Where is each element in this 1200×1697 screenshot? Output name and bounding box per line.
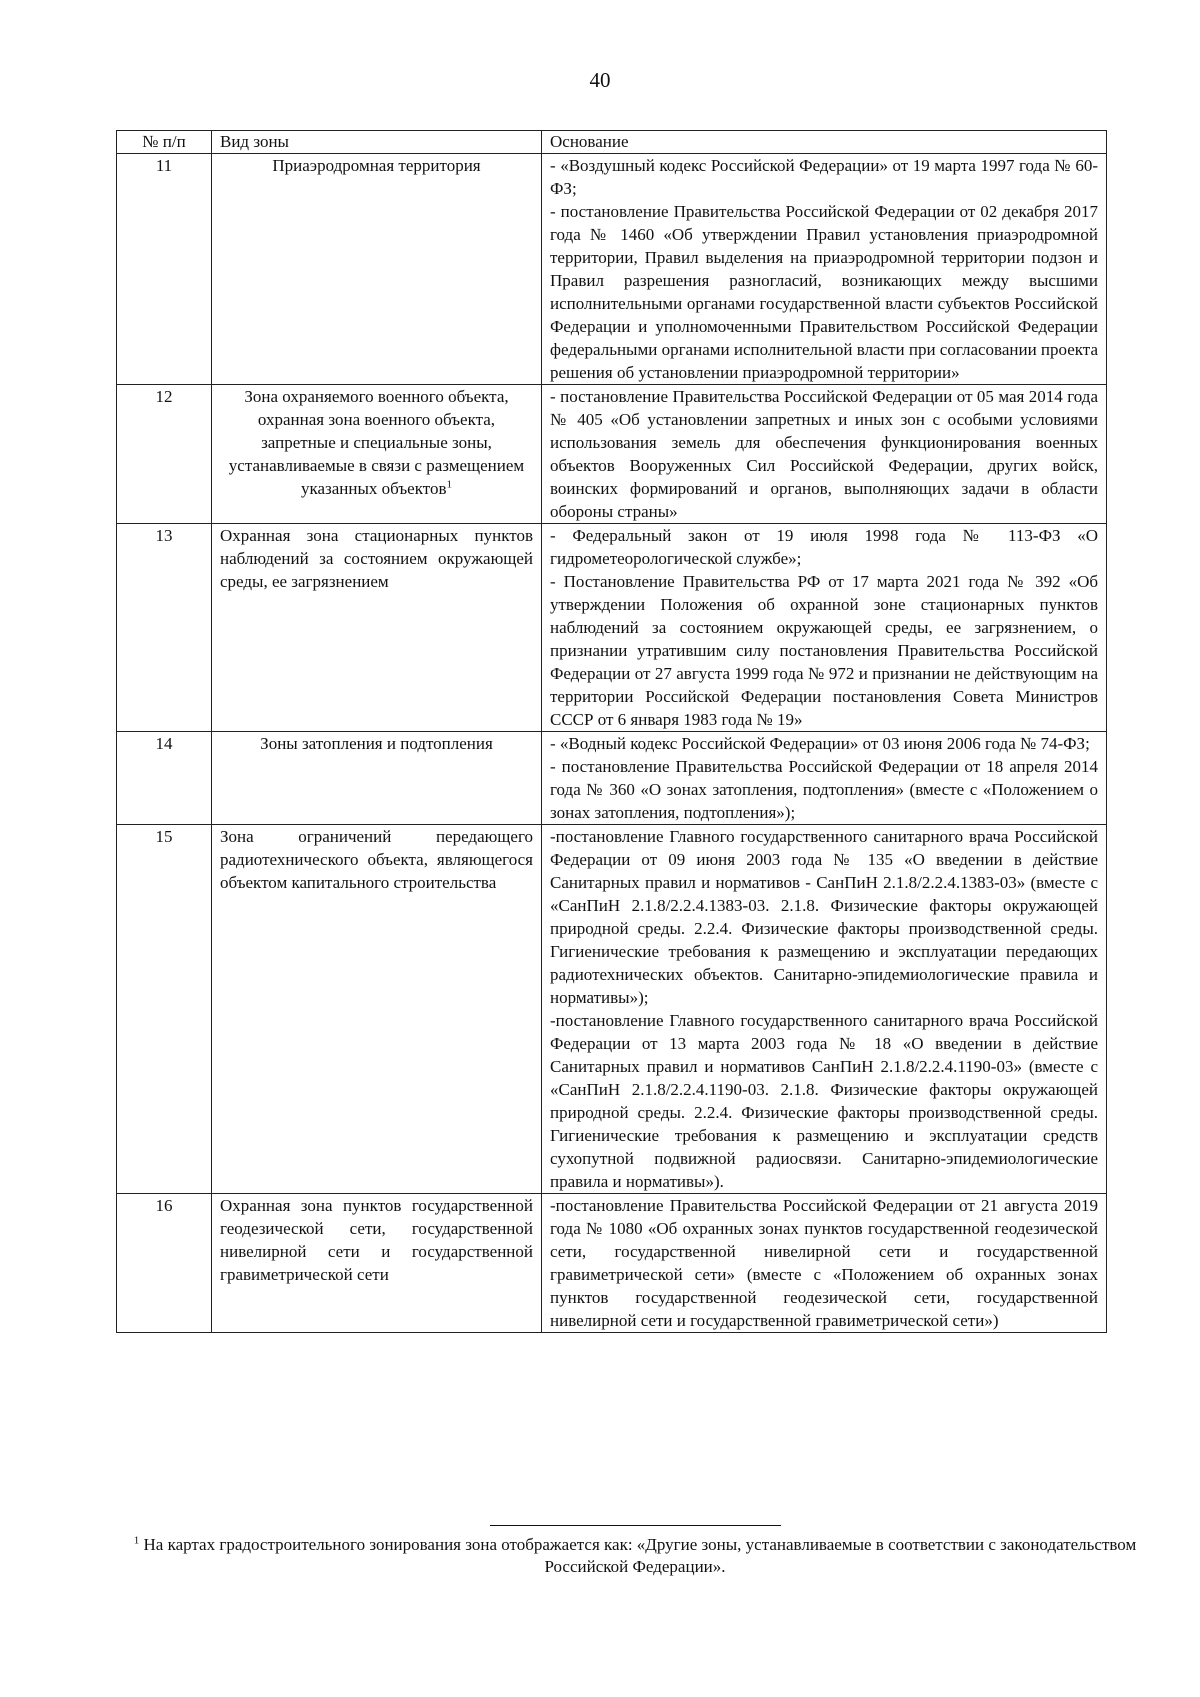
row-number: 12 [117, 385, 212, 524]
basis-item: - Постановление Правительства РФ от 17 марта 2021 года № 392 «Об утверждении Положения об охранной зоне стационарных пунктов наблюдений за состоянием окружающей среды, ее загрязнением, о признании утратившим силу постановления Правительства Российской Федерации от 27 августа 1999 года № 972 и признании не действующим на территории Российской Федерации постановления Совета Министров СССР от 6 января 1983 года № 19» [550, 572, 1098, 729]
footnote-divider [490, 1525, 781, 1526]
footnote-ref: 1 [446, 478, 452, 491]
header-zone-type: Вид зоны [212, 131, 542, 154]
row-zone-type: Охранная зона пунктов государственной геодезической сети, государственной нивелирной сети и государственной гравиметрической сети [212, 1194, 542, 1333]
table-row [117, 154, 1107, 385]
table-row [117, 1194, 1107, 1333]
row-zone-type: Зона ограничений передающего радиотехнического объекта, являющегося объектом капитального строительства [212, 825, 542, 1194]
row-number: 13 [117, 524, 212, 732]
basis-item: - «Воздушный кодекс Российской Федерации» от 19 марта 1997 года № 60-ФЗ; [550, 156, 1098, 198]
row-number: 15 [117, 825, 212, 1194]
table-row [117, 825, 1107, 1194]
basis-item: - Федеральный закон от 19 июля 1998 года № 113-ФЗ «О гидрометеорологической службе»; [550, 526, 1098, 568]
basis-item: - постановление Правительства Российской Федерации от 02 декабря 2017 года № 1460 «Об утверждении Правил установления приаэродромной территории, Правил выделения на приаэродромной территории подзон и Правил разрешения разногласий, возникающих между высшими исполнительными органами государственной власти субъектов Российской Федерации и уполномоченными Правительством Российской Федерации федеральными органами исполнительной власти при согласовании проекта решения об установлении приаэродромной территории» [550, 202, 1098, 382]
basis-item: -постановление Главного государственного санитарного врача Российской Федерации от 13 марта 2003 года № 18 «О введении в действие Санитарных правил и нормативов СанПиН 2.1.8/2.2.4.1190-03» (вместе с «СанПиН 2.1.8/2.2.4.1190-03. 2.1.8. Физические факторы окружающей природной среды. 2.2.4. Физические факторы производственной среды. Гигиенические требования к размещению и эксплуатации средств сухопутной подвижной радиосвязи. Санитарно-эпидемиологические правила и нормативы»). [550, 1011, 1098, 1191]
basis-item: -постановление Главного государственного санитарного врача Российской Федерации от 09 июня 2003 года № 135 «О введении в действие Санитарных правил и нормативов - СанПиН 2.1.8/2.2.4.1383-03» (вместе с «СанПиН 2.1.8/2.2.4.1383-03. 2.1.8. Физические факторы окружающей природной среды. 2.2.4. Физические факторы производственной среды. Гигиенические требования к размещению и эксплуатации передающих радиотехнических объектов. Санитарно-эпидемиологические правила и нормативы»); [550, 827, 1098, 1007]
row-zone-type: Приаэродромная территория [212, 154, 542, 385]
table-row [117, 385, 1107, 524]
row-basis [542, 1194, 1107, 1333]
row-basis [542, 385, 1107, 524]
row-zone-type-text: Зона охраняемого военного объекта, охранная зона военного объекта, запретные и специальные зоны, устанавливаемые в связи с размещением указанных объектов [228, 387, 525, 498]
basis-item: - постановление Правительства Российской Федерации от 05 мая 2014 года № 405 «Об установлении запретных и иных зон с особыми условиями использования земель для обеспечения функционирования военных объектов Вооруженных Сил Российской Федерации, других войск, воинских формирований и органов, выполняющих задачи в области обороны страны» [550, 387, 1098, 521]
row-zone-type [212, 385, 542, 524]
footnote-text: На картах градостроительного зонирования зона отображается как: «Другие зоны, устанавливаемые в соответствии с законодательством Российской Федерации». [139, 1535, 1137, 1576]
basis-item: -постановление Правительства Российской Федерации от 21 августа 2019 года № 1080 «Об охранных зонах пунктов государственной геодезической сети, государственной нивелирной сети и государственной гравиметрической сети» (вместе с «Положением об охранных зонах пунктов государственной геодезической сети, государственной нивелирной сети и государственной гравиметрической сети») [550, 1196, 1098, 1330]
footnote-marker: 1 [133, 1534, 140, 1547]
basis-item: - постановление Правительства Российской Федерации от 18 апреля 2014 года № 360 «О зонах затопления, подтопления» (вместе с «Положением о зонах затопления, подтопления»); [550, 757, 1098, 822]
row-number: 14 [117, 732, 212, 825]
row-basis [542, 154, 1107, 385]
row-basis [542, 732, 1107, 825]
page-number: 40 [589, 68, 611, 92]
table-header-row [117, 131, 1107, 154]
row-number: 16 [117, 1194, 212, 1333]
basis-item: - «Водный кодекс Российской Федерации» от 03 июня 2006 года № 74-ФЗ; [550, 734, 1090, 753]
table-row [117, 732, 1107, 825]
footnote [120, 1534, 1150, 1578]
row-basis [542, 524, 1107, 732]
table-row [117, 524, 1107, 732]
row-zone-type: Зоны затопления и подтопления [212, 732, 542, 825]
row-basis [542, 825, 1107, 1194]
header-number: № п/п [117, 131, 212, 154]
header-basis: Основание [542, 131, 1107, 154]
zones-table [116, 130, 1107, 1333]
row-zone-type: Охранная зона стационарных пунктов наблюдений за состоянием окружающей среды, ее загрязнением [212, 524, 542, 732]
row-number: 11 [117, 154, 212, 385]
